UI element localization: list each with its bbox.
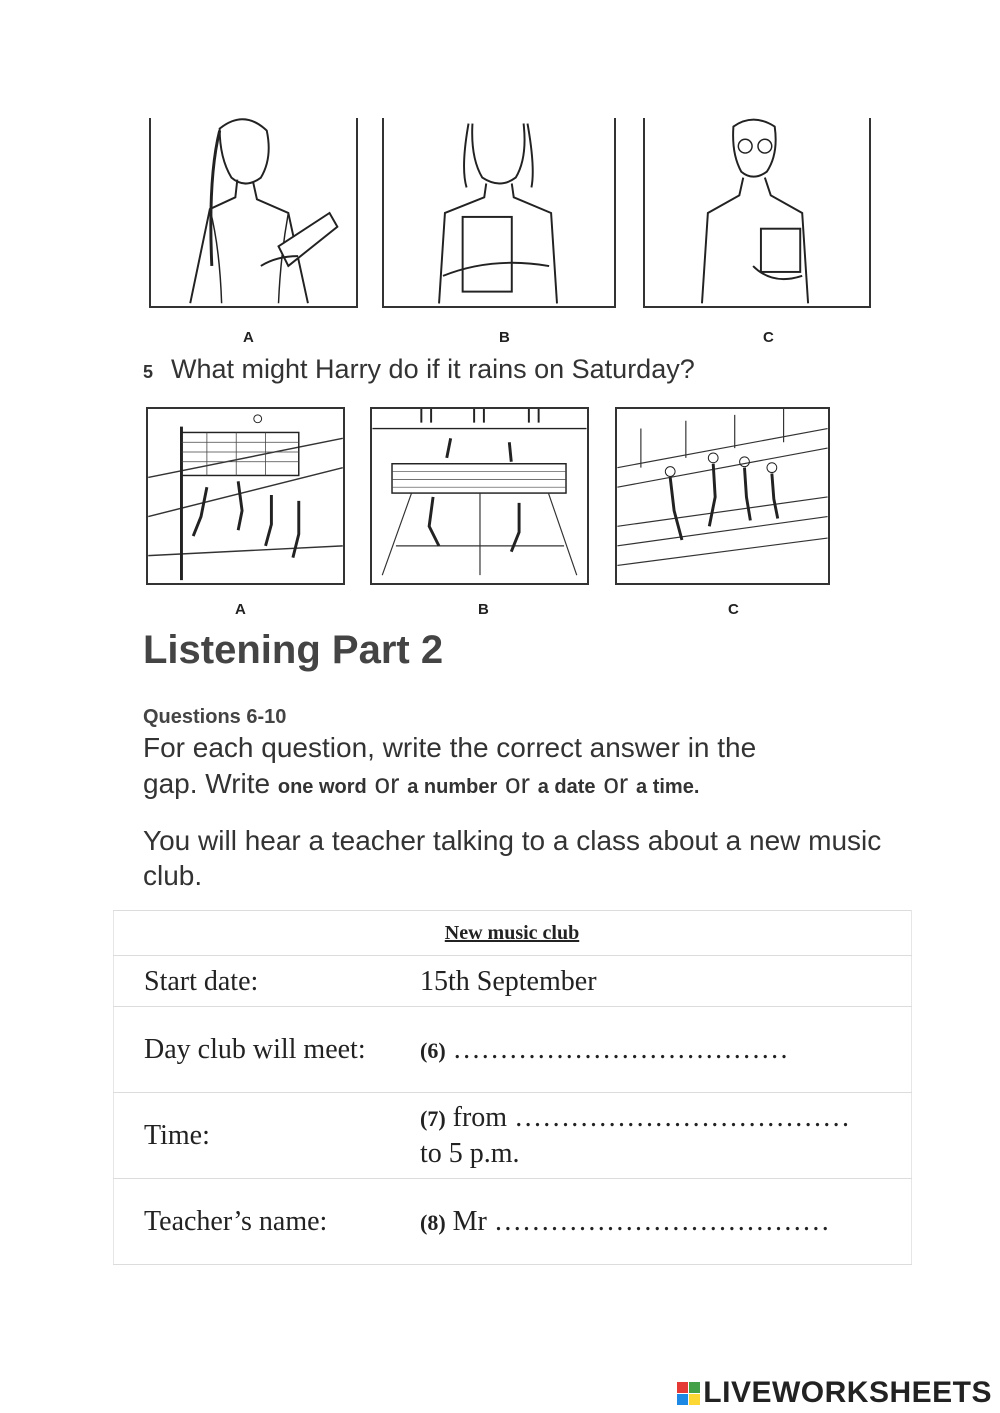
form-label: Teacher’s name: (114, 1179, 420, 1265)
picture-option-b-badminton (370, 407, 589, 585)
woman-holding-books-drawing (384, 118, 614, 306)
q5-option-label-a: A (235, 601, 246, 618)
answer-gap-8[interactable] (419, 1179, 912, 1265)
form-value: 15th September (419, 956, 912, 1007)
form-label: Time: (114, 1093, 420, 1179)
q5-option-label-c: C (728, 601, 739, 618)
instructions-a-date: a date (537, 776, 596, 798)
question-number: 5 (143, 362, 154, 382)
gap-dots: from ……………………………… (445, 1102, 851, 1133)
form-label: Day club will meet: (114, 1007, 420, 1093)
volleyball-drawing (148, 409, 343, 583)
instructions-line-1: For each question, write the correct answer in the (143, 732, 757, 763)
picture-option-a-volleyball (146, 407, 345, 585)
picture-option-a-woman-tablet (149, 118, 358, 308)
question-text: What might Harry do if it rains on Saturday? (171, 354, 695, 384)
gap-number: (7) (420, 1106, 446, 1131)
questions-label: Questions 6-10 (143, 706, 287, 728)
liveworksheets-logo (677, 1376, 992, 1410)
intro-text: You will hear a teacher talking to a class about a new music club. (143, 825, 882, 891)
woman-with-glasses-drawing (645, 118, 869, 306)
running-drawing (617, 409, 828, 583)
music-club-form (113, 910, 912, 1265)
section-title: Listening Part 2 (143, 628, 444, 672)
form-row-time (114, 1093, 912, 1179)
gap-dots: Mr ……………………………… (445, 1205, 830, 1237)
badminton-drawing (372, 409, 587, 583)
instructions-a-time: a time. (636, 776, 700, 798)
option-label-a: A (243, 329, 254, 346)
instructions-or-2: or (505, 768, 530, 799)
form-row-teacher (114, 1179, 912, 1265)
logo-mark-icon (677, 1382, 701, 1406)
instructions-or-3: or (603, 768, 629, 799)
instructions-a-number: a number (407, 776, 498, 798)
picture-option-c-woman-glasses (643, 118, 871, 308)
gap-dots: ……………………………… (445, 1033, 789, 1065)
option-label-c: C (763, 329, 774, 346)
option-label-b: B (499, 329, 510, 346)
form-title-row (114, 911, 912, 956)
picture-option-c-running (615, 407, 830, 585)
instructions-one-word: one word (277, 776, 367, 798)
form-value-extra: to 5 p.m. (420, 1138, 520, 1169)
form-row-day (114, 1007, 912, 1093)
form-label: Start date: (114, 956, 420, 1007)
gap-number: (8) (420, 1209, 446, 1235)
answer-gap-6[interactable] (419, 1007, 912, 1093)
question-5 (143, 354, 695, 385)
instructions-or-1: or (374, 768, 400, 799)
form-row-start-date (114, 956, 912, 1007)
instructions-gap-prefix: gap. Write (143, 768, 278, 799)
q5-option-label-b: B (478, 601, 489, 618)
answer-gap-7[interactable] (419, 1093, 912, 1179)
logo-text: LIVEWORKSHEETS (703, 1376, 992, 1409)
gap-number: (6) (420, 1037, 446, 1063)
woman-with-tablet-drawing (151, 118, 356, 306)
form-title: New music club (114, 911, 912, 956)
picture-option-b-woman-books (382, 118, 616, 308)
instructions (143, 730, 883, 805)
